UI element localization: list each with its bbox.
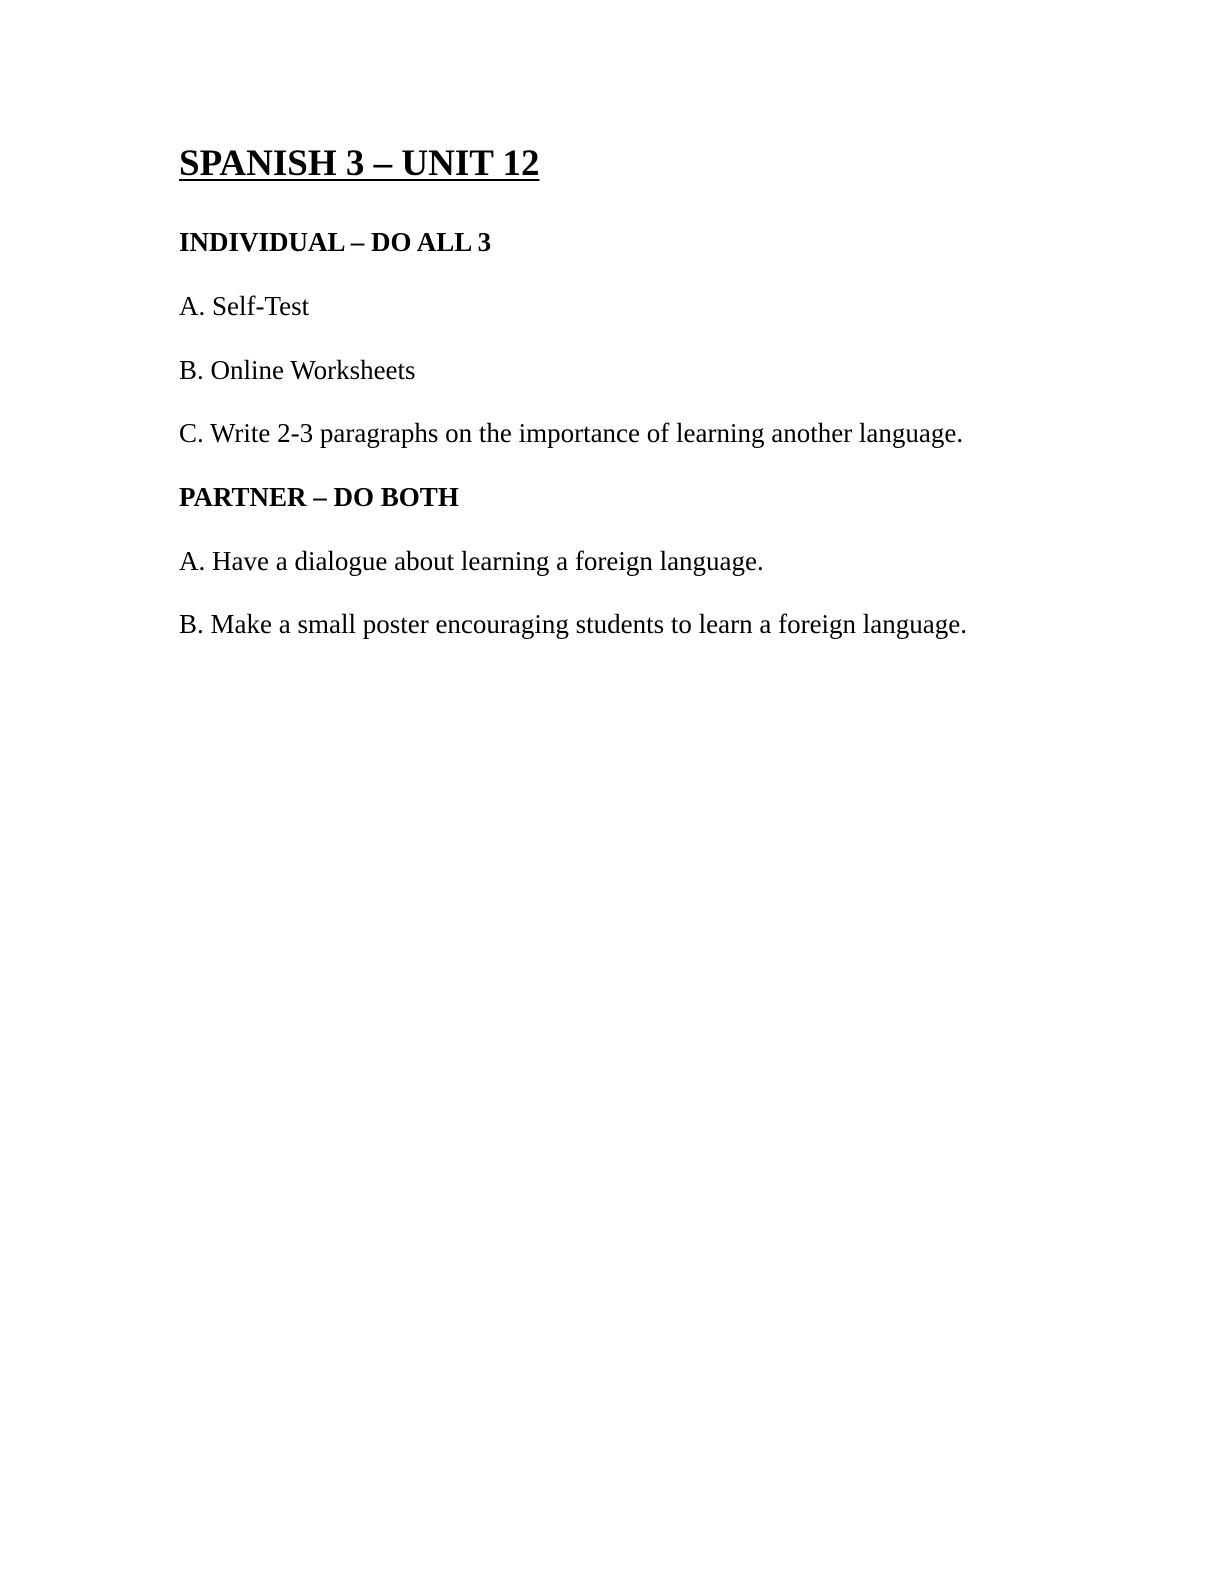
individual-item-c: C. Write 2-3 paragraphs on the importance of learning another language. [179, 418, 964, 448]
partner-item-a: A. Have a dialogue about learning a foreign language. [179, 546, 764, 576]
individual-item-b: B. Online Worksheets [179, 355, 416, 385]
partner-item-b: B. Make a small poster encouraging students to learn a foreign language. [179, 609, 968, 639]
section-heading-partner: PARTNER – DO BOTH [179, 482, 459, 512]
section-heading-individual: INDIVIDUAL – DO ALL 3 [179, 227, 492, 257]
individual-item-a: A. Self-Test [179, 291, 310, 321]
document-title: SPANISH 3 – UNIT 12 [179, 143, 540, 184]
